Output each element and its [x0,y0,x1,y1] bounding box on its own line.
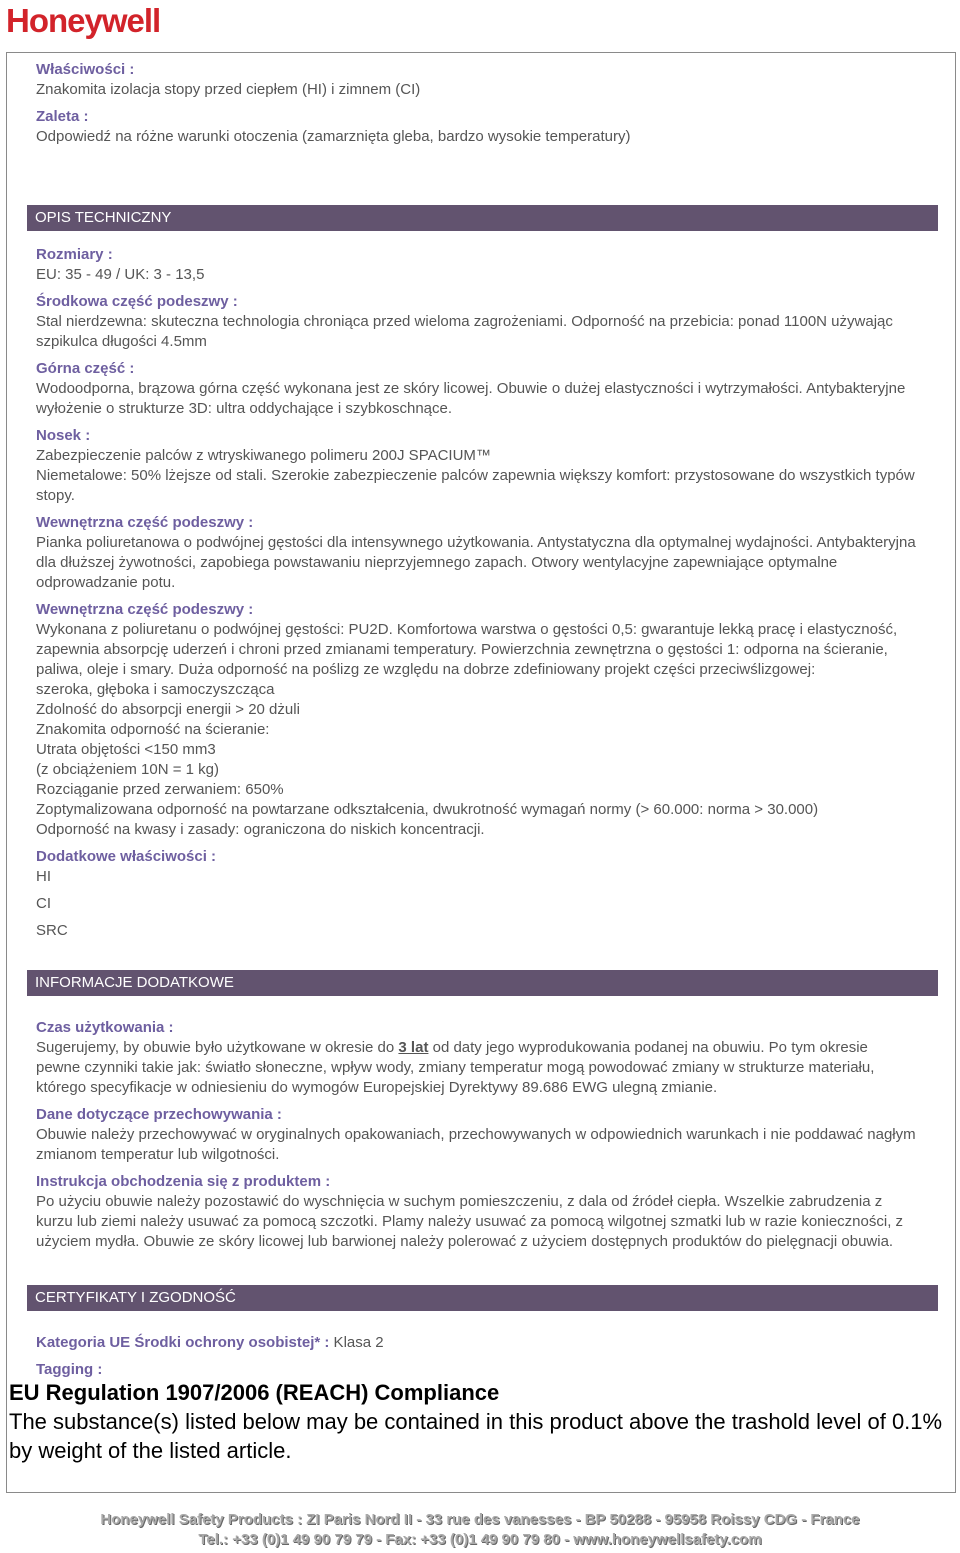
toecap-label: Nosek : [36,427,91,444]
insole-text: Pianka poliuretanowa o podwójnej gęstości dla intensywnego użytkowania. Antystatyczna dla optymalnej wydajności. Antybakteryjna dla dłuższej żywotności, zapobiega powstawaniu nieprzyjemnego zapach. Otwory wentylacyjne zapewniające optymalne odprowadzanie potu. [36,534,916,591]
extra-properties-label: Dodatkowe właściwości : [36,848,217,865]
upper-label: Górna część : [36,360,135,377]
footer-address: Honeywell Safety Products : ZI Paris Nord II - 33 rue des vanesses - BP 50288 - 95958 Roissy CDG - France [100,1511,860,1528]
properties-label: Właściwości : [36,61,135,78]
midsole-text: Stal nierdzewna: skuteczna technologia chroniąca przed wieloma zagrożeniami. Odporność na przebicia: ponad 1100N używając szpikulca długości 4.5mm [36,313,893,350]
outsole-label: Wewnętrzna część podeszwy : [36,601,254,618]
extra-property-item: CI [36,895,51,912]
eu-category-value: Klasa 2 [329,1334,384,1351]
usage-period: 3 lat [398,1039,429,1056]
care-text: Po użyciu obuwie należy pozostawić do wyschnięcia w suchym pomieszczeniu, z dala od źródeł ciepła. Wszelkie zabrudzenia z kurzu lub ziemi należy usuwać za pomocą szczotki. Plamy należy usuwać za pomocą wilgotnej szmatki lub w razie konieczności, z użyciem mydła. Obuwie ze skóry licowej lub barwionej należy polerować z użyciem dostępnych produktów do pielęgnacji obuwia. [36,1193,904,1250]
outsole-line: Zdolność do absorpcji energii > 20 dżuli [36,701,300,718]
storage-label: Dane dotyczące przechowywania : [36,1106,282,1123]
footer-contact: Tel.: +33 (0)1 49 90 79 79 - Fax: +33 (0)1 49 90 79 80 - www.honeywellsafety.com [198,1531,762,1548]
reach-heading: EU Regulation 1907/2006 (REACH) Compliance [9,1380,500,1405]
outsole-line: Znakomita odporność na ścieranie: [36,721,270,738]
section-bar-tech: OPIS TECHNICZNY [27,205,938,231]
reach-section [9,1378,949,1465]
tagging-label: Tagging : [36,1361,103,1378]
info-section [36,1018,916,1252]
usage-text-pre: Sugerujemy, by obuwie było użytkowane w okresie do [36,1039,399,1056]
section-bar-info: INFORMACJE DODATKOWE [27,970,938,996]
reach-text: The substance(s) listed below may be contained in this product above the trashold level of 0.1% by weight of the listed article. [9,1409,943,1463]
extra-property-item: HI [36,868,51,885]
toecap-line-1: Zabezpieczenie palców z wtryskiwanego polimeru 200J SPACIUM™ [36,447,491,464]
outsole-line: Odporność na kwasy i zasady: ograniczona do niskich koncentracji. [36,821,485,838]
advantage-label: Zaleta : [36,108,89,125]
upper-text: Wodoodporna, brązowa górna część wykonana jest ze skóry licowej. Obuwie o dużej elastyczności i wytrzymałości. Antybakteryjne wyłożenie o strukturze 3D: ultra oddychające i szybkoschnące. [36,380,906,417]
honeywell-logo: Honeywell [6,2,161,39]
properties-text: Znakomita izolacja stopy przed ciepłem (HI) i zimnem (CI) [36,81,421,98]
outsole-line: Utrata objętości <150 mm3 [36,741,216,758]
outsole-line: szeroka, głęboka i samoczyszcząca [36,681,275,698]
sizes-text: EU: 35 - 49 / UK: 3 - 13,5 [36,266,205,283]
eu-category [36,1333,916,1353]
eu-category-label: Kategoria UE Środki ochrony osobistej* : [36,1334,330,1351]
section-bar-cert: CERTYFIKATY I ZGODNOŚĆ [27,1285,938,1311]
usage-label: Czas użytkowania : [36,1019,174,1036]
usage-text-post: od daty jego wyprodukowania podanej na obuwiu. Po tym okresie pewne czynniki takie jak: światło słoneczne, wpływ wody, zmiany temperatur mogą powodować zmiany w strukturze materiału, którego specyfikacje w odniesieniu do wymogów Europejskiej Dyrektywy 89.686 EWG ulegną zmianie. [36,1039,875,1096]
sizes-label: Rozmiary : [36,246,113,263]
storage-text: Obuwie należy przechowywać w oryginalnych opakowaniach, przechowywanych w odpowiednich warunkach i nie poddawać nagłym zmianom temperatur lub wilgotności. [36,1126,916,1163]
care-label: Instrukcja obchodzenia się z produktem : [36,1173,331,1190]
advantage-text: Odpowiedź na różne warunki otoczenia (zamarznięta gleba, bardzo wysokie temperatury) [36,128,631,145]
outsole-line: Zoptymalizowana odporność na powtarzane odkształcenia, dwukrotność wymagań normy (> 60.000: norma > 30.000) [36,801,819,818]
cert-section [36,1333,916,1380]
outsole-text: Wykonana z poliuretanu o podwójnej gęstości: PU2D. Komfortowa warstwa o gęstości 0,5: gwarantuje lekką pracę i elastyczność, zapewnia absorpcję uderzeń i chroni przed zmianami temperatury. Powierzchnia zewnętrzna o gęstości 1: odporna na ścieranie, paliwa, oleje i smary. Duża odporność na poślizg ze względu na dobrze zdefiniowany projekt części przeciwślizgowej: [36,621,898,678]
intro-section [36,60,916,147]
extra-property-item: SRC [36,922,68,939]
usage-text [36,1038,916,1098]
insole-label: Wewnętrzna część podeszwy : [36,514,254,531]
midsole-label: Środkowa część podeszwy : [36,293,238,310]
tech-section [36,245,916,941]
outsole-line: (z obciążeniem 10N = 1 kg) [36,761,220,778]
toecap-line-2: Niemetalowe: 50% lżejsze od stali. Szerokie zabezpieczenie palców zapewnia większy komfort: przystosowane do wszystkich typów stopy. [36,467,915,504]
outsole-line: Rozciąganie przed zerwaniem: 650% [36,781,284,798]
